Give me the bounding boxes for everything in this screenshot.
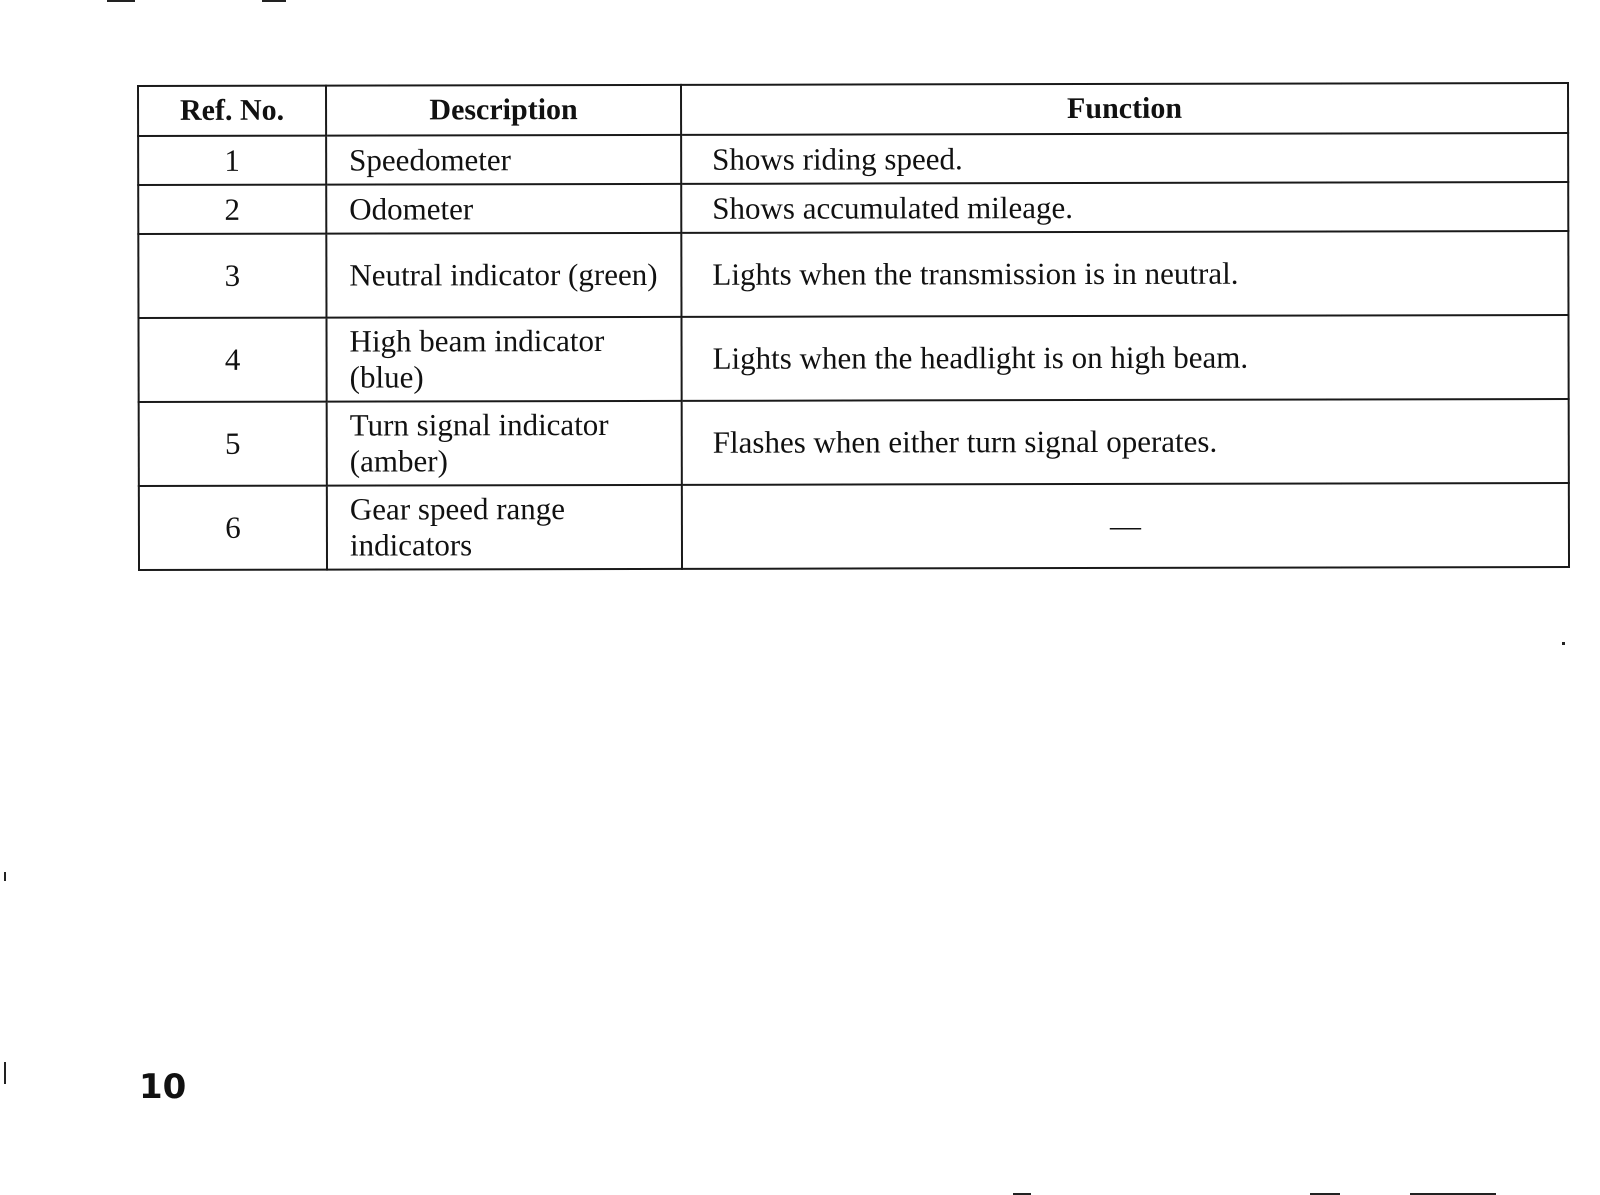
description-cell: Gear speed range indicators	[327, 485, 682, 570]
scan-mark-left-2	[4, 1062, 6, 1084]
table-header-row	[138, 83, 1568, 136]
page-number: 10	[139, 1067, 187, 1107]
function-cell: Lights when the headlight is on high beam.	[681, 315, 1568, 401]
table-row	[139, 399, 1569, 486]
ref-cell: 6	[139, 486, 327, 570]
ref-cell: 5	[139, 402, 327, 486]
scan-mark-top-left	[107, 0, 135, 2]
ref-cell: 3	[138, 234, 326, 318]
table-row	[138, 231, 1568, 318]
table-row	[138, 133, 1568, 185]
function-cell: Flashes when either turn signal operates.	[682, 399, 1569, 485]
description-cell: Speedometer	[326, 135, 681, 185]
function-cell: Shows riding speed.	[681, 133, 1568, 184]
indicator-function-table	[137, 82, 1570, 571]
scan-mark-left-1	[4, 872, 6, 881]
scan-mark-top-center	[262, 0, 286, 2]
header-function: Function	[681, 83, 1568, 135]
scan-mark-dot-right	[1562, 642, 1565, 645]
ref-cell: 2	[138, 185, 326, 234]
table-row	[139, 483, 1569, 570]
description-cell: High beam indicator (blue)	[326, 317, 681, 402]
header-description: Description	[326, 85, 681, 136]
function-cell: Lights when the transmission is in neutral.	[681, 231, 1568, 317]
description-cell: Turn signal indicator (amber)	[327, 401, 682, 486]
table-row	[138, 182, 1568, 234]
table-row	[138, 315, 1568, 402]
function-cell: —	[682, 483, 1569, 569]
description-cell: Neutral indicator (green)	[326, 233, 681, 318]
ref-cell: 1	[138, 136, 326, 185]
function-cell: Shows accumulated mileage.	[681, 182, 1568, 233]
description-cell: Odometer	[326, 184, 681, 234]
header-ref-no: Ref. No.	[138, 86, 326, 136]
ref-cell: 4	[138, 318, 326, 402]
